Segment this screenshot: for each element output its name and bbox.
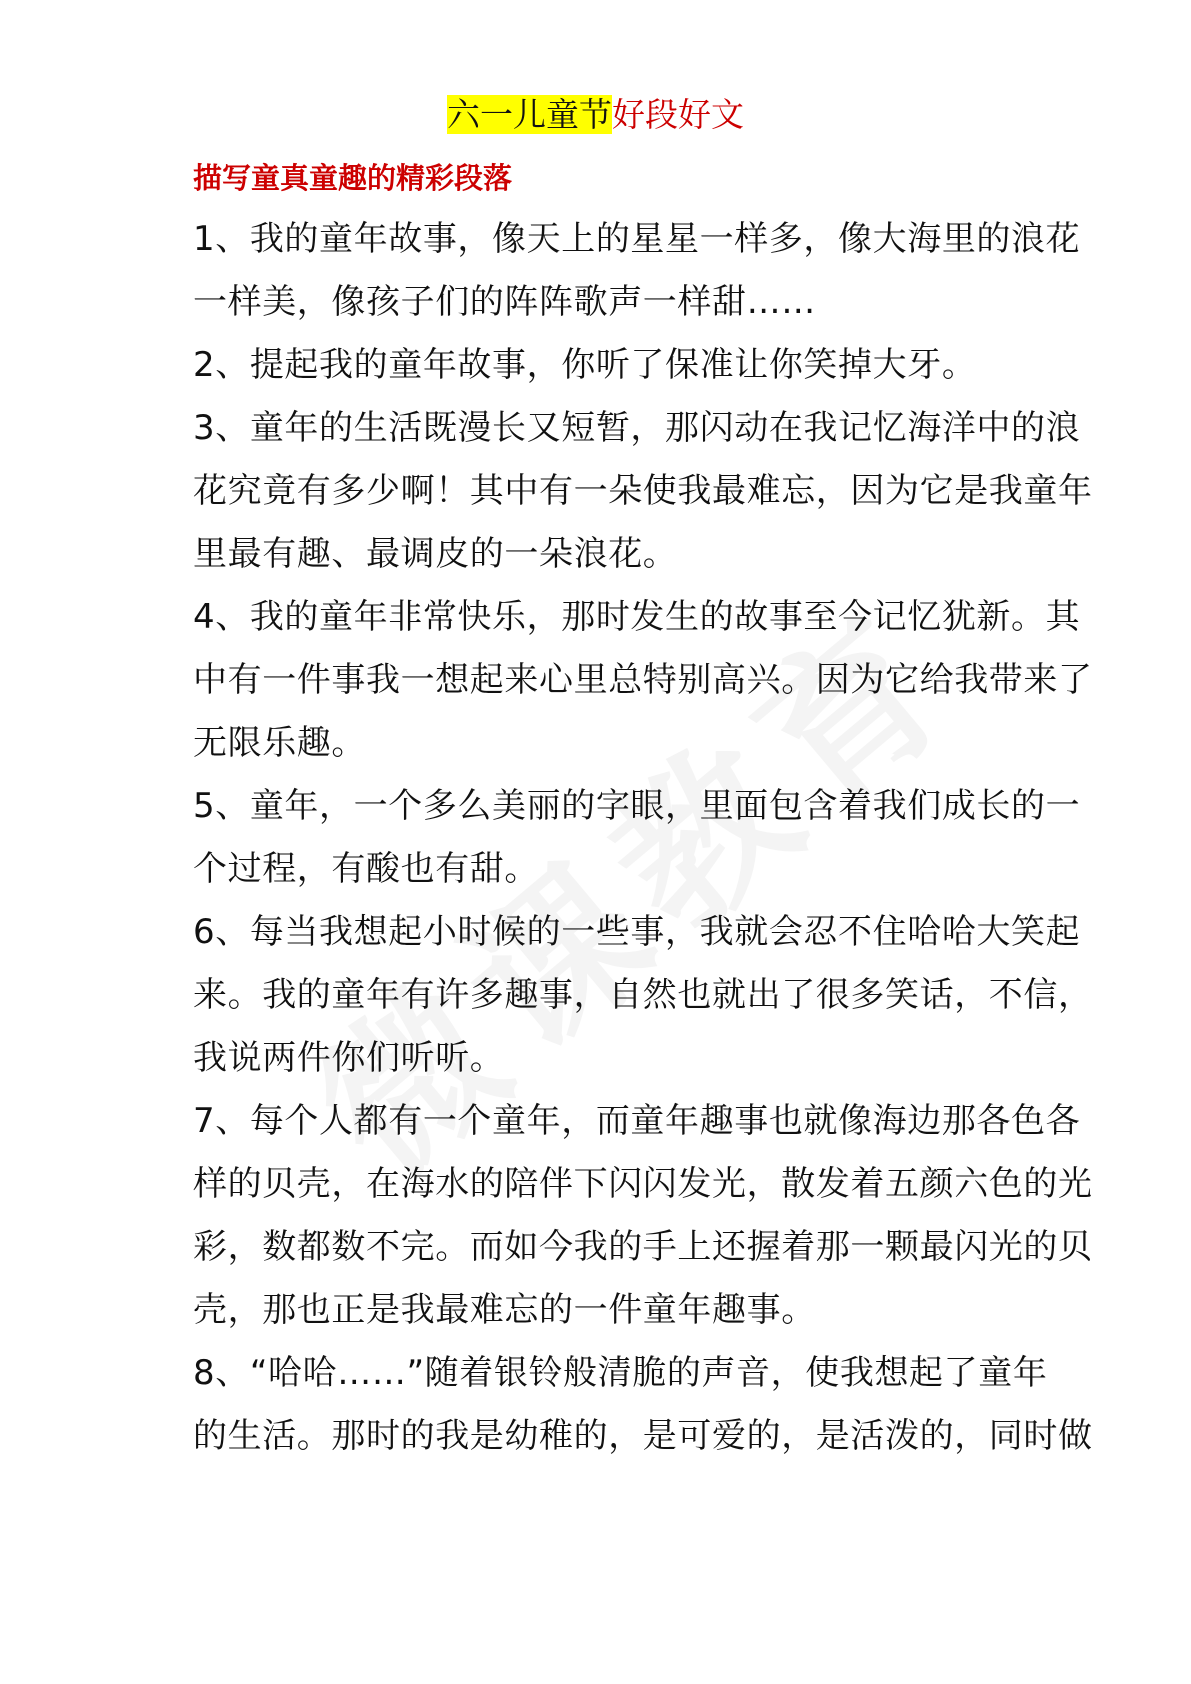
- text-line: 的生活。那时的我是幼稚的，是可爱的，是活泼的，同时做: [193, 1416, 1093, 1456]
- text-line: 3、童年的生活既漫长又短暂，那闪动在我记忆海洋中的浪: [193, 408, 1081, 448]
- text-line: 4、我的童年非常快乐，那时发生的故事至今记忆犹新。其: [193, 597, 1081, 637]
- title-highlighted: 六一儿童节: [447, 95, 612, 134]
- text-line: 彩，数都数不完。而如今我的手上还握着那一颗最闪光的贝: [193, 1227, 1093, 1267]
- text-line: 来。我的童年有许多趣事，自然也就出了很多笑话，不信，: [193, 975, 1093, 1015]
- text-line: 一样美，像孩子们的阵阵歌声一样甜……: [193, 282, 816, 322]
- text-line: 花究竟有多少啊！其中有一朵使我最难忘，因为它是我童年: [193, 471, 1093, 511]
- body-text: [193, 208, 1093, 1468]
- text-line: 7、每个人都有一个童年，而童年趣事也就像海边那各色各: [193, 1101, 1081, 1141]
- text-line: 中有一件事我一想起来心里总特别高兴。因为它给我带来了: [193, 660, 1093, 700]
- text-line: 1、我的童年故事，像天上的星星一样多，像大海里的浪花: [193, 219, 1081, 259]
- text-line: 里最有趣、最调皮的一朵浪花。: [193, 534, 678, 574]
- text-line: 我说两件你们听听。: [193, 1038, 505, 1078]
- title-rest: 好段好文: [612, 95, 744, 134]
- text-line: 5、童年，一个多么美丽的字眼，里面包含着我们成长的一: [193, 786, 1081, 826]
- text-line: 6、每当我想起小时候的一些事，我就会忍不住哈哈大笑起: [193, 912, 1081, 952]
- section-heading: 描写童真童趣的精彩段落: [193, 161, 513, 195]
- text-line: 无限乐趣。: [193, 723, 366, 763]
- text-line: 样的贝壳，在海水的陪伴下闪闪发光，散发着五颜六色的光: [193, 1164, 1093, 1204]
- text-line: 2、提起我的童年故事，你听了保准让你笑掉大牙。: [193, 345, 977, 385]
- page-title: [0, 87, 1191, 142]
- text-line: 个过程，有酸也有甜。: [193, 849, 539, 889]
- text-line: 8、“哈哈……”随着银铃般清脆的声音，使我想起了童年: [193, 1353, 1048, 1393]
- text-line: 壳，那也正是我最难忘的一件童年趣事。: [193, 1290, 816, 1330]
